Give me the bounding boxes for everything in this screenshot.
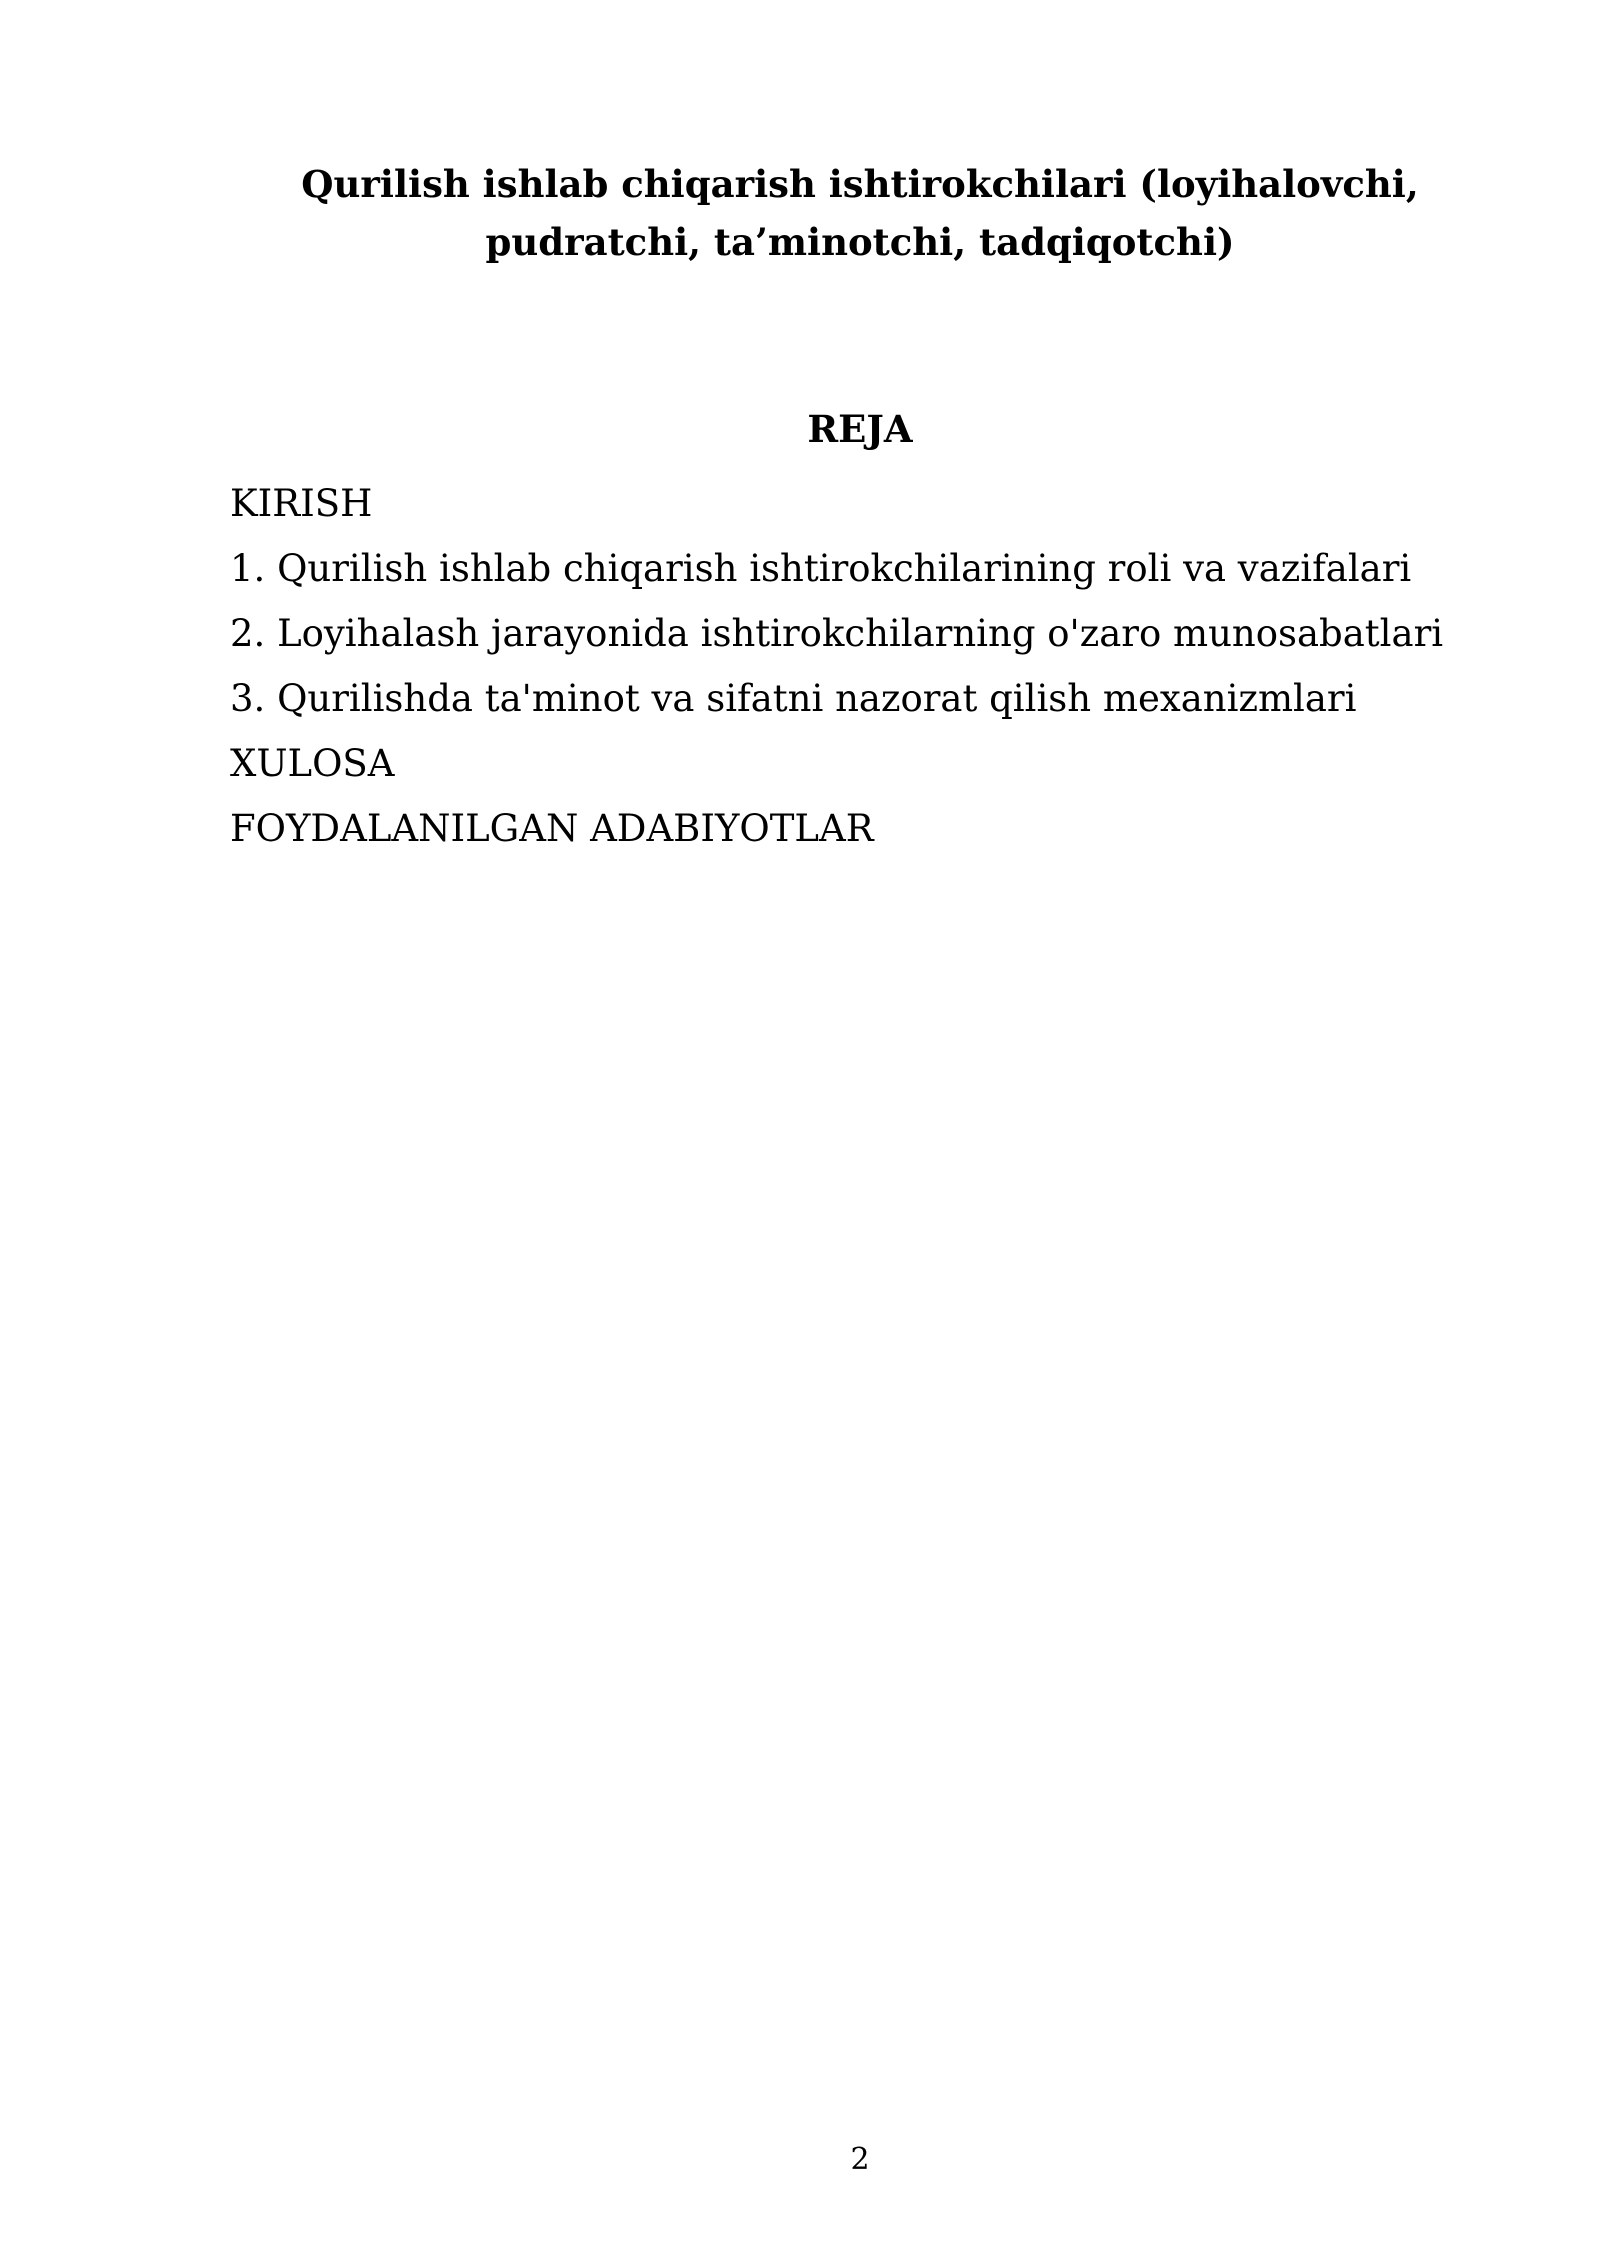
plan-item-conclusion: XULOSA xyxy=(230,742,395,785)
plan-item-3: 3. Qurilishda ta'minot va sifatni nazorat qilish mexanizmlari xyxy=(230,677,1357,720)
page-number: 2 xyxy=(850,2142,870,2177)
plan-item-introduction: KIRISH xyxy=(230,482,373,525)
plan-item-2: 2. Loyihalash jarayonida ishtirokchilarning o'zaro munosabatlari xyxy=(230,612,1444,655)
plan-heading: REJA xyxy=(807,407,913,451)
plan-item-references: FOYDALANILGAN ADABIYOTLAR xyxy=(230,807,874,850)
plan-list xyxy=(230,471,1530,861)
plan-item-1: 1. Qurilish ishlab chiqarish ishtirokchilarining roli va vazifalari xyxy=(230,547,1412,590)
document-title: Qurilish ishlab chiqarish ishtirokchilari (loyihalovchi, pudratchi, ta’minotchi, tadqiqotchi) xyxy=(301,162,1419,264)
